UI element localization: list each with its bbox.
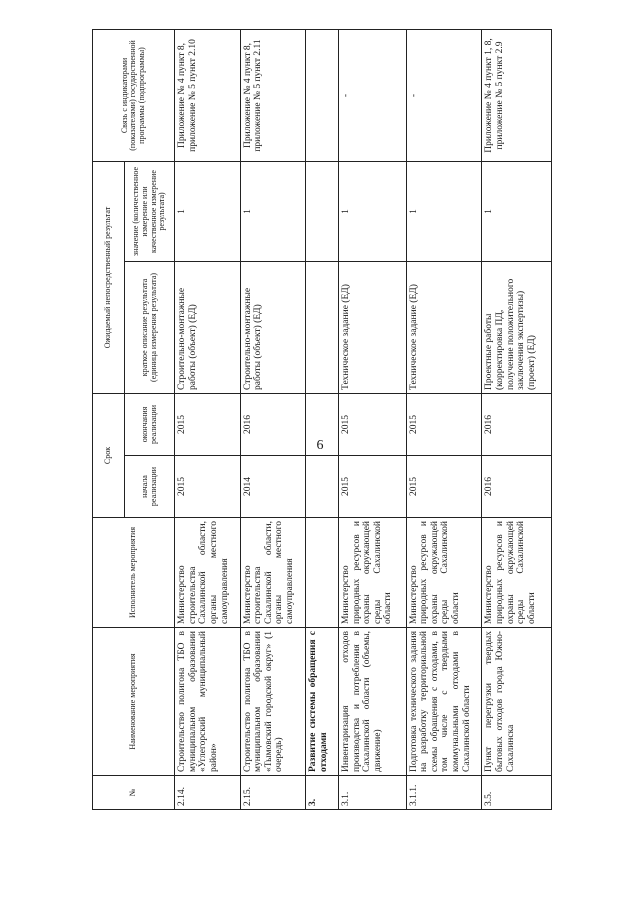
rotated-table-sheet (92, 30, 552, 810)
row-value (306, 161, 339, 261)
row-name: Строительство полигона ТБО в муниципальном образовании «Углегорский муниципальный район» (175, 628, 241, 776)
row-executor: Министерство строительства Сахалинской области, органы местного самоуправления (175, 518, 241, 628)
table-row (240, 29, 306, 809)
row-start: 2015 (175, 456, 241, 518)
row-description: Строительно-монтажные работы (объект) (ЕД) (175, 261, 241, 393)
table-row (338, 29, 406, 809)
row-executor: Министерство природных ресурсов и охраны окружающей среды Сахалинской области (338, 518, 406, 628)
header-short-desc: краткое описание результата (единица измерения результата) (125, 261, 175, 393)
activities-table (92, 29, 552, 810)
row-description: Техническое задание (ЕД) (338, 261, 406, 393)
row-number: 3.5. (482, 776, 552, 810)
table-body (175, 29, 552, 809)
row-description (306, 261, 339, 393)
row-number: 2.14. (175, 776, 241, 810)
table-row (306, 29, 339, 809)
row-start (306, 456, 339, 518)
row-description: Строительно-монтажные работы (объект) (ЕД) (240, 261, 306, 393)
row-name: Пункт перегрузки твердых бытовых отходов города Южно-Сахалинска (482, 628, 552, 776)
row-value: 1 (240, 161, 306, 261)
header-value: значение (количественное измерение или качественное измерение результата) (125, 161, 175, 261)
row-link (306, 29, 339, 161)
row-executor: Министерство природных ресурсов и охраны окружающей среды Сахалинской области (482, 518, 552, 628)
row-name: Строительство полигона ТБО в муниципальном образовании «Тымовский городской округ» (1 очередь) (240, 628, 306, 776)
row-start: 2015 (406, 456, 482, 518)
row-executor: Министерство строительства Сахалинской области, органы местного самоуправления (240, 518, 306, 628)
row-description: Техническое задание (ЕД) (406, 261, 482, 393)
row-value: 1 (175, 161, 241, 261)
page-number: 6 (316, 438, 324, 453)
row-start: 2016 (482, 456, 552, 518)
row-executor: Министерство природных ресурсов и охраны окружающей среды Сахалинской области (406, 518, 482, 628)
row-link: Приложение № 4 пункт 1, 8, приложение № 5 пункт 2.9 (482, 29, 552, 161)
header-term: Срок (93, 393, 125, 517)
row-value: 1 (406, 161, 482, 261)
row-number: 3.1.1. (406, 776, 482, 810)
row-end (306, 393, 339, 455)
header-executor: Исполнитель мероприятия (93, 518, 175, 628)
header-end: окончания реализации (125, 393, 175, 455)
row-link: - (338, 29, 406, 161)
table-row (482, 29, 552, 809)
row-number: 2.15. (240, 776, 306, 810)
row-end: 2016 (482, 393, 552, 455)
row-value: 1 (482, 161, 552, 261)
row-name: Подготовка технического задания на разработку территориальной схемы обращения с отходами, в том числе с твердыми коммунальными отходами в Сахалинской области (406, 628, 482, 776)
row-number: 3. (306, 776, 339, 810)
header-name: Наименование мероприятия (93, 628, 175, 776)
row-start: 2014 (240, 456, 306, 518)
row-end: 2015 (406, 393, 482, 455)
row-value: 1 (338, 161, 406, 261)
row-start: 2015 (338, 456, 406, 518)
header-link: Связь с индикаторами (показателями) государственной программы (подпрограммы) (93, 29, 175, 161)
row-name: Инвентаризация отходов производства и потребления в Сахалинской области (объемы, движение) (338, 628, 406, 776)
table-row (406, 29, 482, 809)
row-end: 2015 (338, 393, 406, 455)
header-start: начала реализации (125, 456, 175, 518)
row-executor (306, 518, 339, 628)
header-expected: Ожидаемый непосредственный результат (93, 161, 125, 393)
row-link: Приложение № 4 пункт 8, приложение № 5 пункт 2.10 (175, 29, 241, 161)
table-row (175, 29, 241, 809)
row-name: Развитие системы обращения с отходами (306, 628, 339, 776)
header-number: № (93, 776, 175, 810)
row-end: 2015 (175, 393, 241, 455)
row-end: 2016 (240, 393, 306, 455)
row-link: - (406, 29, 482, 161)
row-description: Проектные работы (корректировка ПД, получение положительного заключения экспертизы) (проект) (ЕД) (482, 261, 552, 393)
row-number: 3.1. (338, 776, 406, 810)
row-link: Приложение № 4 пункт 8, приложение № 5 пункт 2.11 (240, 29, 306, 161)
